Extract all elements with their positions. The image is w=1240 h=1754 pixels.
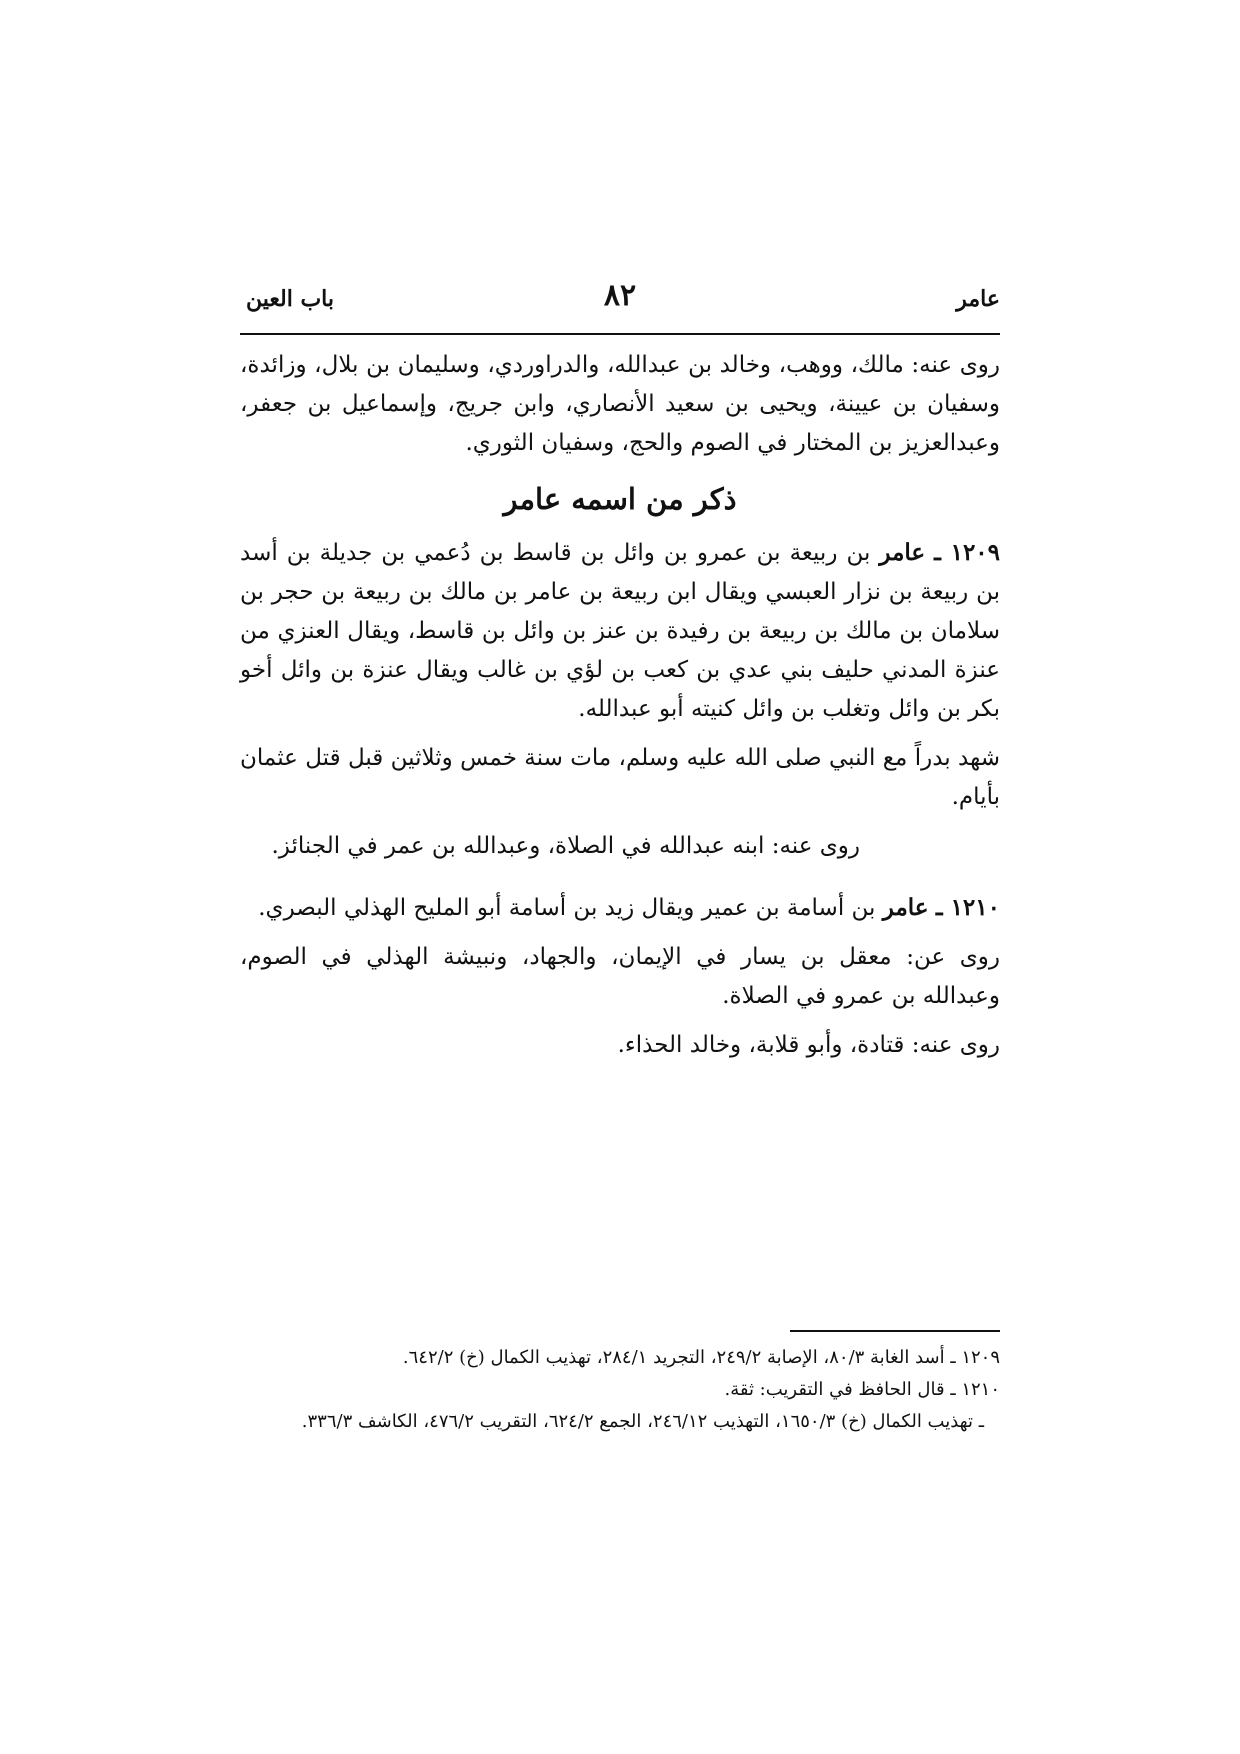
footnote-1210: ١٢١٠ ـ قال الحافظ في التقريب: ثقة.: [724, 1379, 1000, 1400]
running-header: [240, 278, 1000, 328]
entry-1209-note: شهد بدراً مع النبي صلى الله عليه وسلم، مات سنة خمس وثلاثين قبل قتل عثمان بأيام.: [240, 745, 1000, 810]
entry-bio: بن ربيعة بن عمرو بن وائل بن قاسط بن دُعمي بن جديلة بن أسد بن ربيعة بن نزار العبسي ويقال ابن ربيعة بن عامر بن مالك بن ربيعة بن حجر بن سلامان بن مالك بن ربيعة بن رفيدة بن عنز بن وائل بن قاسط، ويقال العنزي من عنزة المدني حليف بني عدي بن كعب بن لؤي بن غالب ويقال عنزة بن وائل أخو بكر بن وائل وتغلب بن وائل كنيته أبو عبدالله.: [240, 540, 1000, 722]
main-text: [240, 346, 1000, 1065]
running-header-entry-name: عامر: [956, 286, 1000, 312]
entry-1210-bio: [240, 888, 1000, 928]
page-number: ٨٢: [603, 278, 637, 313]
footnote-1209: ١٢٠٩ ـ أسد الغابة ٨٠/٣، الإصابة ٢٤٩/٢، التجريد ٢٨٤/١، تهذيب الكمال (خ) ٦٤٢/٢.: [402, 1347, 1000, 1368]
footnotes: [240, 1330, 1000, 1438]
entry-number: ١٢١٠ ـ: [935, 894, 1000, 921]
entry-name: عامر: [879, 539, 926, 566]
running-header-chapter: باب العين: [246, 286, 335, 312]
entry-number: ١٢٠٩ ـ: [934, 539, 1001, 566]
entry-1210-riwaya-an: روى عن: معقل بن يسار في الإيمان، والجهاد، ونبيشة الهذلي في الصوم، وعبدالله بن عمرو في الصلاة.: [240, 944, 1000, 1009]
section-title: ذكر من اسمه عامر: [503, 482, 737, 516]
footnote-1210-sources: ـ تهذيب الكمال (خ) ١٦٥٠/٣، التهذيب ٢٤٦/١٢، الجمع ٦٢٤/٢، التقريب ٤٧٦/٢، الكاشف ٣٣٦/٣.: [301, 1411, 984, 1432]
footnote-rule: [790, 1330, 1000, 1332]
entry-1209-bio: [240, 533, 1000, 729]
entry-1209-riwaya-anhu: روى عنه: ابنه عبدالله في الصلاة، وعبدالله بن عمر في الجنائز.: [271, 833, 860, 859]
header-rule: [240, 333, 1000, 335]
entry-1210-riwaya-anhu: روى عنه: قتادة، وأبو قلابة، وخالد الحذاء.: [617, 1032, 1000, 1058]
entry-bio: بن أسامة بن عمير ويقال زيد بن أسامة أبو المليح الهذلي البصري.: [258, 895, 876, 921]
intro-riwaya-paragraph: روى عنه: مالك، ووهب، وخالد بن عبدالله، والدراوردي، وسليمان بن بلال، وزائدة، وسفيان بن عيينة، ويحيى بن سعيد الأنصاري، وابن جريج، وإسماعيل بن جعفر، وعبدالعزيز بن المختار في الصوم والحج، وسفيان الثوري.: [240, 352, 1000, 456]
entry-name: عامر: [882, 894, 929, 921]
book-page: [240, 0, 1000, 1754]
